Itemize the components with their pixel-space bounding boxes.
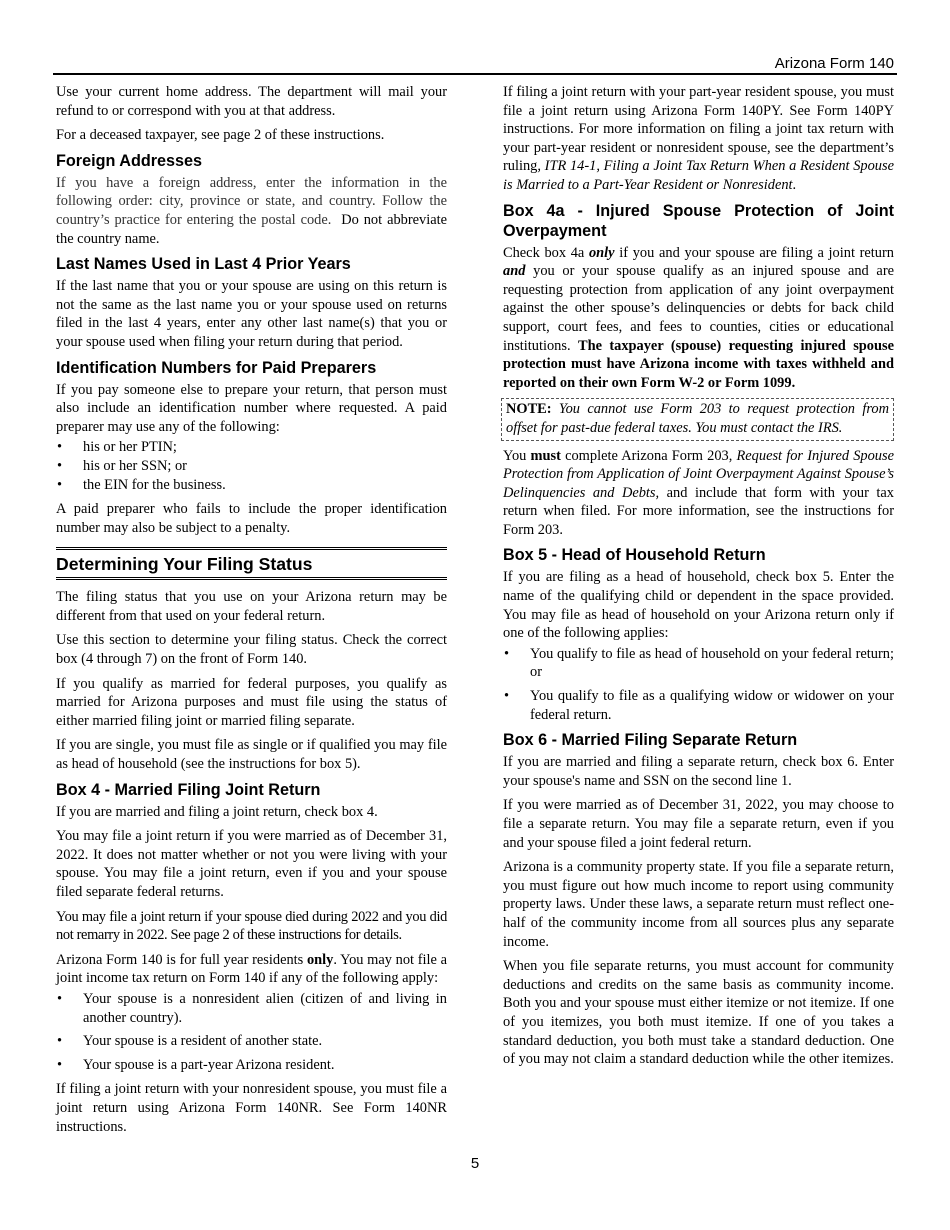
bullet-icon: • (57, 990, 63, 1007)
hoh-conditions-list (503, 645, 894, 724)
last-names-paragraph: If the last name that you or your spouse are using on this return is not the same as the last name you or your spouse used on returns filed in the last 4 years, enter any other last name(s) that you or your spouse used when filing your return during that period. (56, 278, 447, 350)
right-column (503, 83, 894, 1075)
box5-paragraph: If you are filing as a head of household, check box 5. Enter the name of the qualifying child or dependent in the space provided. You may file as head of household on your Arizona return only if one of the following applies: (503, 569, 894, 642)
joint-restrictions-list (56, 990, 447, 1074)
box4-heading: Box 4 - Married Filing Joint Return (56, 780, 321, 799)
box4-paragraph-3: You may file a joint return if your spouse died during 2022 and you did not remarry in 2022. See page 2 of these instructions for details. (56, 908, 447, 944)
note-box (501, 398, 894, 440)
left-column (56, 83, 447, 1142)
list-item (56, 476, 447, 495)
box4a-text: you or your spouse qualify as an injured spouse and are requesting protection from application of any joint overpayment against the other spouse’s delinquencies or debts for back child support, court fees, and fees to counties, cities or educational institutions. (503, 263, 894, 354)
form203-title: Request for Injured Spouse Protection from Application of Joint Overpayment Against Spouse’s Delinquencies and Debts, (503, 447, 894, 501)
box4-paragraph-2: You may file a joint return if you were married as of December 31, 2022. It does not matter whether or not you were living with your spouse. You may file a joint return, even if you and your spouse filed separate federal returns. (56, 828, 447, 900)
header-rule (53, 73, 897, 75)
bullet-icon: • (57, 457, 63, 474)
filing-status-paragraph-4: If you are single, you must file as single or if qualified you may file as head of household (see the instructions for box 5). (56, 737, 447, 773)
box4a-text: Check box 4a (503, 244, 589, 261)
box4a-and-emphasis: and (503, 263, 526, 280)
list-item (56, 990, 447, 1027)
list-item-text: the EIN for the business. (83, 476, 226, 493)
form203-text: complete Arizona Form 203, (560, 447, 737, 464)
bullet-icon: • (57, 1056, 63, 1073)
bullet-icon: • (57, 439, 63, 456)
list-item-text: Your spouse is a nonresident alien (citizen of and living in another country). (83, 990, 447, 1026)
penalty-paragraph: A paid preparer who fails to include the proper identification number may also be subject to a penalty. (56, 501, 447, 536)
form203-text: and include that form with your tax return when filed. For more information, see the instructions for Form 203. (503, 484, 894, 538)
list-item-text: his or her PTIN; (83, 439, 177, 456)
foreign-addresses-text: If you have a foreign address, enter the information in the following order: city, province or state, and country. Follow the country’s practice for entering the postal code. (56, 174, 447, 228)
note-text: You cannot use Form 203 to request protection from offset for past-due federal taxes. You must contact the IRS. (506, 401, 889, 436)
list-item-text: Your spouse is a part-year Arizona resident. (83, 1056, 335, 1073)
list-item (56, 457, 447, 476)
bullet-icon: • (504, 645, 510, 662)
list-item (503, 687, 894, 724)
list-item-text: his or her SSN; or (83, 457, 187, 474)
box6-paragraph-4: When you file separate returns, you must account for community deductions and credits on the same basis as community income. Both you and your spouse must either itemize or not itemize. If one of you itemizes, you both must itemize. If one of you takes a standard deduction, you both must take a standard deduction. One of you may not claim a standard deduction while the other itemizes. (503, 958, 894, 1068)
paid-preparers-paragraph: If you pay someone else to prepare your return, that person must also include an identification number where requested. A paid preparer may use any of the following: (56, 381, 447, 435)
list-item (56, 438, 447, 457)
box4a-requirement-bold: The taxpayer (spouse) requesting injured spouse protection must have Arizona income with taxes withheld and reported on their own Form W-2 or Form 1099. (503, 337, 894, 391)
bullet-icon: • (57, 476, 63, 493)
box4-paragraph-5: If filing a joint return with your nonresident spouse, you must file a joint return using Arizona Form 140NR. See Form 140NR instructions. (56, 1081, 447, 1135)
ruling-title: , Filing a Joint Tax Return When a Resident Spouse is Married to a Part-Year Resident or Nonresident (503, 158, 894, 193)
paid-preparers-heading: Identification Numbers for Paid Preparers (56, 358, 377, 377)
part-year-paragraph (503, 83, 894, 195)
box4-only-emphasis: only (306, 951, 334, 968)
list-item (503, 645, 894, 682)
part-year-text: . (792, 176, 797, 193)
list-item-text: Your spouse is a resident of another state. (83, 1033, 323, 1050)
foreign-addresses-heading: Foreign Addresses (56, 151, 203, 170)
box6-paragraph-2: If you were married as of December 31, 2022, you may choose to file a separate return. You may file a separate return, even if you and your spouse filed a joint federal return. (503, 797, 894, 851)
box4-text: . You may not file a joint income tax return on Form 140 if any of the following apply: (56, 951, 447, 987)
box4-paragraph-1: If you are married and filing a joint return, check box 4. (56, 803, 378, 820)
note-label: NOTE: (506, 401, 552, 418)
form-title: Arizona Form 140 (774, 55, 894, 72)
box5-heading: Box 5 - Head of Household Return (503, 546, 766, 565)
filing-status-paragraph-2: Use this section to determine your filing status. Check the correct box (4 through 7) on the front of Form 140. (56, 632, 447, 668)
box6-heading: Box 6 - Married Filing Separate Return (503, 731, 798, 750)
form203-text: You (503, 447, 531, 464)
page-number: 5 (470, 1155, 480, 1172)
bullet-icon: • (57, 1033, 63, 1050)
list-item (56, 1056, 447, 1075)
last-names-heading: Last Names Used in Last 4 Prior Years (56, 255, 351, 274)
filing-status-paragraph-1: The filing status that you use on your Arizona return may be different from that used on your federal return. (56, 589, 447, 624)
box4a-heading: Box 4a - Injured Spouse Protection of Joint Overpayment (503, 201, 894, 240)
list-item-text: You qualify to file as a qualifying widow or widower on your federal return. (530, 688, 894, 723)
box4a-only-emphasis: only (588, 244, 615, 261)
preparer-id-list (56, 438, 447, 494)
box4a-paragraph (503, 244, 894, 393)
box4-paragraph-4 (56, 951, 447, 988)
box4-text: Arizona Form 140 is for full year residents (56, 951, 307, 968)
box6-paragraph-1: If you are married and filing a separate return, check box 6. Enter your spouse's name and SSN on the second line 1. (503, 754, 894, 789)
filing-status-section-heading: Determining Your Filing Status (56, 547, 447, 580)
list-item-text: You qualify to file as head of household on your federal return; or (530, 645, 894, 681)
box6-paragraph-3: Arizona is a community property state. If you file a separate return, you must figure out how much income to report using community property laws. Under these laws, a separate return must reflect one-half of the community income from all sources plus any separate income. (503, 859, 894, 950)
form203-must-emphasis: must (530, 447, 561, 464)
part-year-text: If filing a joint return with your part-year resident spouse, you must file a joint return using Arizona Form 140PY. See Form 140PY instructions. For more information on filing a joint tax return with your part-year resident or nonresident spouse, see the department’s ruling (503, 84, 894, 175)
foreign-addresses-paragraph (56, 174, 447, 248)
list-item (56, 1032, 447, 1051)
ruling-number: , ITR 14-1 (537, 158, 597, 175)
form203-paragraph (503, 447, 894, 540)
deceased-taxpayer-paragraph: For a deceased taxpayer, see page 2 of these instructions. (56, 127, 385, 144)
filing-status-paragraph-3: If you qualify as married for federal purposes, you qualify as married for Arizona purposes and must file using the status of either married filing joint or married filing separate. (56, 675, 447, 729)
box4a-text: if you and your spouse are filing a joint return (614, 244, 894, 261)
bullet-icon: • (504, 688, 510, 705)
foreign-addresses-abbrev: Do not abbreviate the country name. (56, 211, 447, 247)
home-address-paragraph: Use your current home address. The department will mail your refund to or correspond with you at that address. (56, 84, 447, 119)
